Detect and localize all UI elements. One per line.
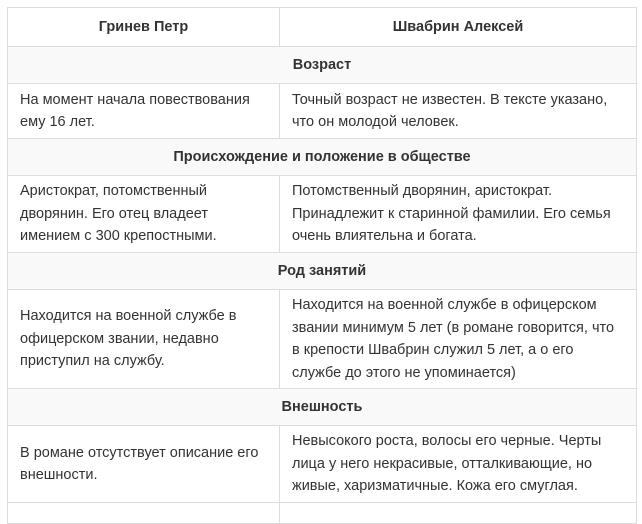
table-row bbox=[8, 426, 637, 503]
header-shvabrin: Швабрин Алексей bbox=[280, 8, 637, 47]
comparison-table bbox=[7, 7, 637, 524]
header-row bbox=[8, 8, 637, 47]
cell-shvabrin-appearance: Невысокого роста, волосы его черные. Черты лица у него некрасивые, отталкивающие, но живые, харизматичные. Кожа его смуглая. bbox=[280, 426, 637, 503]
section-title-origin: Происхождение и положение в обществе bbox=[8, 139, 637, 176]
header-grinev: Гринев Петр bbox=[8, 8, 280, 47]
table-row bbox=[8, 503, 637, 524]
section-row bbox=[8, 139, 637, 176]
cell-empty-left bbox=[8, 503, 280, 524]
section-row bbox=[8, 47, 637, 84]
section-title-age: Возраст bbox=[8, 47, 637, 84]
cell-grinev-age: На момент начала повествования ему 16 лет. bbox=[8, 84, 280, 139]
table-row bbox=[8, 290, 637, 389]
cell-shvabrin-age: Точный возраст не известен. В тексте указано, что он молодой человек. bbox=[280, 84, 637, 139]
cell-shvabrin-occupation: Находится на военной службе в офицерском звании минимум 5 лет (в романе говорится, что в крепости Швабрин служил 5 лет, а о его службе до этого не упоминается) bbox=[280, 290, 637, 389]
cell-grinev-occupation: Находится на военной службе в офицерском звании, недавно приступил на службу. bbox=[8, 290, 280, 389]
cell-empty-right bbox=[280, 503, 637, 524]
section-row bbox=[8, 253, 637, 290]
section-title-appearance: Внешность bbox=[8, 389, 637, 426]
table-row bbox=[8, 176, 637, 253]
cell-shvabrin-origin: Потомственный дворянин, аристократ. Принадлежит к старинной фамилии. Его семья очень влиятельна и богата. bbox=[280, 176, 637, 253]
section-title-occupation: Род занятий bbox=[8, 253, 637, 290]
cell-grinev-appearance: В романе отсутствует описание его внешности. bbox=[8, 426, 280, 503]
section-row bbox=[8, 389, 637, 426]
table-row bbox=[8, 84, 637, 139]
cell-grinev-origin: Аристократ, потомственный дворянин. Его отец владеет имением с 300 крепостными. bbox=[8, 176, 280, 253]
